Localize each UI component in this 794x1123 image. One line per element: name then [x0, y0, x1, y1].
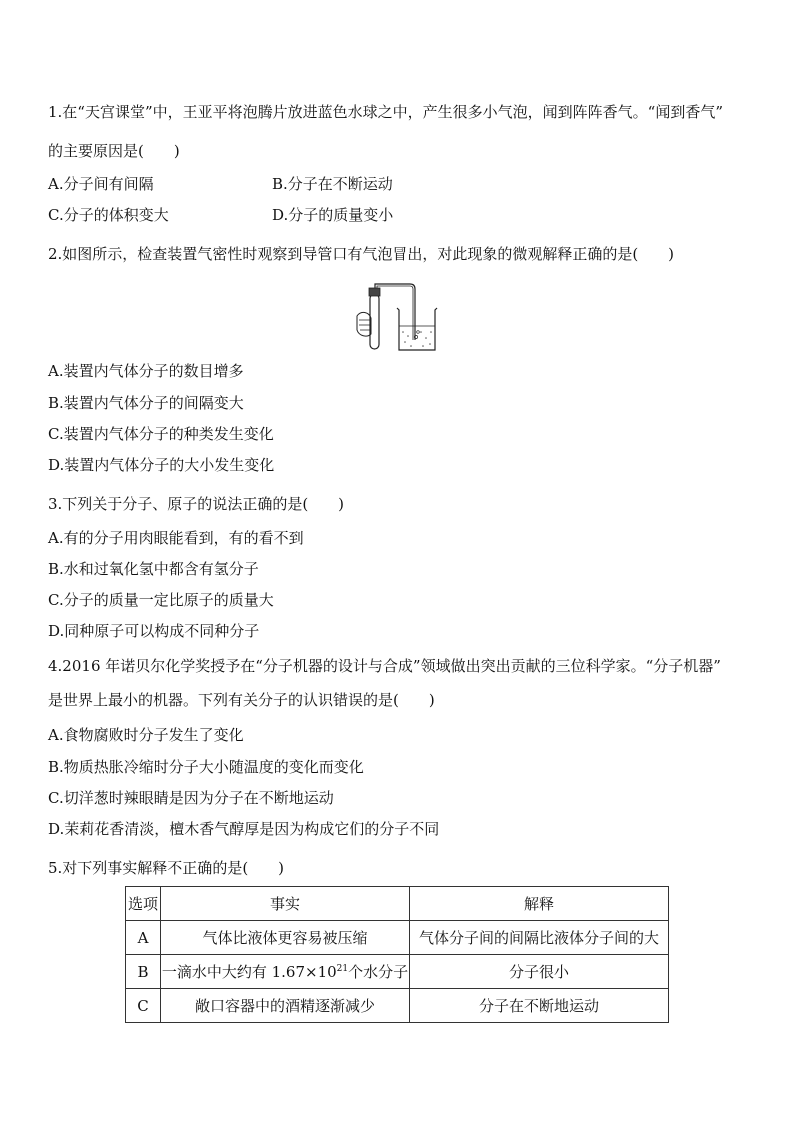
q5-stem: 5.对下列事实解释不正确的是( ) [48, 859, 285, 877]
q2-option-b: B.装置内气体分子的间隔变大 [48, 394, 244, 412]
table-row [126, 921, 669, 955]
q4-option-c: C.切洋葱时辣眼睛是因为分子在不断地运动 [48, 789, 334, 807]
table-row [126, 989, 669, 1023]
header-fact: 事实 [161, 887, 410, 921]
row-c-option: C [126, 989, 161, 1023]
q5-table [125, 886, 669, 1023]
header-explanation: 解释 [410, 887, 669, 921]
table-header-row [126, 887, 669, 921]
q2-option-d: D.装置内气体分子的大小发生变化 [48, 456, 275, 474]
q1-stem-line2: 的主要原因是( ) [48, 142, 180, 160]
q2-option-c: C.装置内气体分子的种类发生变化 [48, 425, 274, 443]
q4-option-b: B.物质热胀冷缩时分子大小随温度的变化而变化 [48, 758, 364, 776]
row-c-explanation: 分子在不断地运动 [410, 989, 669, 1023]
row-a-option: A [126, 921, 161, 955]
row-b-fact-post: 个水分子 [348, 963, 409, 981]
q3-stem: 3.下列关于分子、原子的说法正确的是( ) [48, 495, 345, 513]
q3-option-c: C.分子的质量一定比原子的质量大 [48, 591, 274, 609]
q1-option-b: B.分子在不断运动 [272, 175, 393, 193]
q3-option-d: D.同种原子可以构成不同种分子 [48, 622, 260, 640]
q3-option-b: B.水和过氧化氢中都含有氢分子 [48, 560, 259, 578]
q4-option-d: D.茉莉花香清淡，檀木香气醇厚是因为构成它们的分子不同 [48, 820, 440, 838]
q1-option-d: D.分子的质量变小 [272, 206, 394, 224]
header-option: 选项 [126, 887, 161, 921]
row-b-fact-pre: 一滴水中大约有 1.67×10 [161, 963, 337, 981]
row-a-fact: 气体比液体更容易被压缩 [161, 921, 410, 955]
row-b-fact-exponent: 21 [336, 964, 349, 974]
row-b-option: B [126, 955, 161, 989]
q1-option-a: A.分子间有间隔 [48, 175, 154, 193]
table-row [126, 955, 669, 989]
q2-option-a: A.装置内气体分子的数目增多 [48, 362, 244, 380]
row-b-explanation: 分子很小 [410, 955, 669, 989]
airtightness-apparatus-figure [355, 282, 440, 354]
row-c-fact: 敞口容器中的酒精逐渐减少 [161, 989, 410, 1023]
row-b-fact [161, 955, 410, 989]
q4-option-a: A.食物腐败时分子发生了变化 [48, 726, 244, 744]
q4-stem-line2: 是世界上最小的机器。下列有关分子的认识错误的是( ) [48, 691, 435, 709]
row-a-explanation: 气体分子间的间隔比液体分子间的大 [410, 921, 669, 955]
q3-option-a: A.有的分子用肉眼能看到，有的看不到 [48, 529, 304, 547]
q2-stem: 2.如图所示，检查装置气密性时观察到导管口有气泡冒出，对此现象的微观解释正确的是( ) [48, 245, 675, 263]
q1-stem-line1: 1.在“天宫课堂”中，王亚平将泡腾片放进蓝色水球之中，产生很多小气泡，闻到阵阵香气。“闻到香气” [48, 103, 723, 121]
q1-option-c: C.分子的体积变大 [48, 206, 169, 224]
q4-stem-line1: 4.2016 年诺贝尔化学奖授予在“分子机器的设计与合成”领域做出突出贡献的三位科学家。“分子机器” [48, 657, 721, 675]
